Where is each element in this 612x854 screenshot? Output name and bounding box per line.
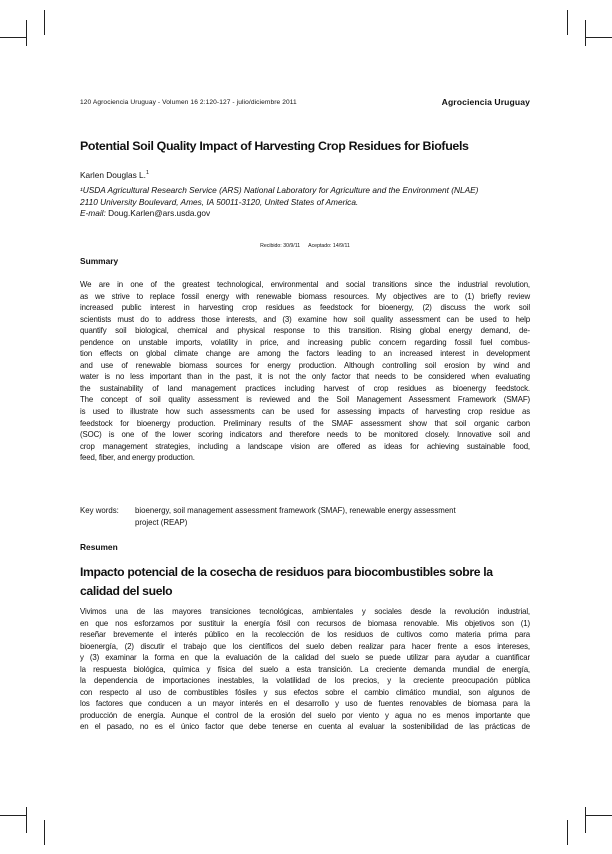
crop-mark <box>567 820 568 845</box>
email-line <box>80 208 540 220</box>
summary-heading: Summary <box>80 256 119 266</box>
summary-line: crop management strategies, including a landscape vision are offered as ideas for achieving sustainable food, <box>80 441 530 451</box>
resumen-line: producción de energía. Aunque el control de la erosión del suelo por viento y agua no es menos importante que <box>80 710 530 720</box>
summary-line: the sustainability of land management practices including harvest of crop residues as bioenergy feedstock. <box>80 383 530 393</box>
crop-mark <box>26 20 27 46</box>
resumen-line: con respecto al uso de combustibles fósiles y sus efectos sobre el cambio climático mundial, son algunos de <box>80 687 530 697</box>
resumen-heading: Resumen <box>80 542 118 552</box>
crop-mark <box>585 20 586 46</box>
summary-line: and use of renewable biomass sources for energy production. Although controlling soil erosion by wind and <box>80 360 530 370</box>
resumen-line: la dependencia de importaciones inestables, la volatilidad de los precios, y la creciente preocupación pública <box>80 676 530 686</box>
summary-line: scientists must do to address those interests, and (3) examine how soil quality assessment can be used to help <box>80 314 530 324</box>
crop-mark <box>586 37 612 38</box>
crop-mark <box>586 815 612 816</box>
keywords-label: Key words: <box>80 506 119 515</box>
crop-mark <box>585 807 586 833</box>
resumen-line: reseñar brevemente el interés público en la recolección de los residuos de cultivos como materia prima para <box>80 630 530 640</box>
spanish-title-line: Impacto potencial de la cosecha de residuos para biocombustibles sobre la <box>80 565 493 579</box>
summary-line: increased public interest in harvesting crop residues as feedstock for bioenergy, (2) discuss the work soil <box>80 303 530 313</box>
keywords-list <box>135 505 530 528</box>
summary-line: is used to illustrate how such assessments can be used for assessing impacts of harvesting crop residue as <box>80 407 530 417</box>
affiliation-line: 2110 University Boulevard, Ames, IA 50011-3120, United States of America. <box>80 196 359 207</box>
journal-info: 120 Agrociencia Uruguay - Volumen 16 2:120-127 - julio/diciembre 2011 <box>80 99 297 106</box>
resumen-body <box>80 606 530 733</box>
summary-line: as we strive to replace fossil energy with renewable biomass resources. My objectives are to (1) briefly review <box>80 291 530 301</box>
summary-line: tion effects on global climate change are among the factors leading to an increased interest in development <box>80 349 530 359</box>
resumen-line: los factores que conducen a un mayor interés en el desarrollo y uso de fuentes renovables de biomasa para la <box>80 699 530 709</box>
summary-line: The concept of soil quality assessment is reviewed and the Soil Management Assessment Framework (SMAF) <box>80 395 530 405</box>
summary-body <box>80 279 530 464</box>
keywords-line: project (REAP) <box>135 517 188 527</box>
accepted-date: Aceptado: 14/9/11 <box>308 243 350 249</box>
crop-mark <box>44 820 45 845</box>
spanish-title <box>80 563 540 601</box>
crop-mark <box>567 10 568 35</box>
crop-mark <box>44 10 45 35</box>
running-header <box>80 96 530 110</box>
journal-name: Agrociencia Uruguay <box>441 97 530 107</box>
email-label: E-mail: <box>80 208 106 219</box>
resumen-line: Vivimos una de las mayores transiciones tecnológicas, ambientales y sociales desde la revolución industrial, <box>80 607 530 616</box>
keywords-line: bioenergy, soil management assessment framework (SMAF), renewable energy assessment <box>135 506 456 515</box>
email-address[interactable]: Doug.Karlen@ars.usda.gov <box>108 208 211 219</box>
spanish-title-line: calidad del suelo <box>80 584 173 598</box>
affiliation <box>80 185 540 220</box>
article-title: Potential Soil Quality Impact of Harvesting Crop Residues for Biofuels <box>80 139 469 153</box>
author-name: Karlen Douglas L. <box>80 170 146 180</box>
summary-line: feed, fiber, and energy production. <box>80 453 195 463</box>
summary-line: pendence on unstable imports, volatility in price, and increasing public concern regarding fossil fuel combus- <box>80 337 530 347</box>
received-date: Recibido: 30/9/11 <box>260 243 301 249</box>
crop-mark <box>0 37 26 38</box>
resumen-line: en el pasado, no es el único factor que debe tenerse en cuenta al evaluar la sostenibilidad de las prácticas de <box>80 722 530 732</box>
resumen-line: bioenergía, (2) discutir el trabajo que los científicos del suelo deben realizar para hacer frente a esos intereses, <box>80 641 530 651</box>
affiliation-line: ¹USDA Agricultural Research Service (ARS) National Laboratory for Agriculture and the Environment (NLAE) <box>80 185 479 195</box>
summary-line: feedstock for bioenergy production. Preliminary results of the SMAF assessment show that soil organic carbon <box>80 418 530 428</box>
resumen-line: en que nos esforzamos por sustituir la energía fósil con recursos de biomasa renovable. Mis objetivos son (1) <box>80 618 530 628</box>
crop-mark <box>0 815 26 816</box>
summary-line: water is no less important than in the past, it is not the only factor that needs to be considered when evaluating <box>80 372 530 382</box>
article-dates <box>80 243 530 249</box>
summary-line: quantify soil biological, chemical and physical response to this transition. Rising global energy demand, de- <box>80 326 530 336</box>
author <box>80 170 149 180</box>
author-superscript: 1 <box>145 170 150 177</box>
summary-line: We are in one of the greatest technological, environmental and social transitions since the industrial revolution, <box>80 280 530 289</box>
summary-line: (SOC) is one of the lower scoring indicators and therefore needs to be monitored closely. Innovative soil and <box>80 430 530 440</box>
resumen-line: y (3) examinar la forma en que la evaluación de la calidad del suelo se puede utilizar para ayudar a cuantificar <box>80 653 530 663</box>
resumen-line: la respuesta biológica, química y física del suelo a esta transición. La creciente demanda mundial de energía, <box>80 664 530 674</box>
crop-mark <box>26 807 27 833</box>
